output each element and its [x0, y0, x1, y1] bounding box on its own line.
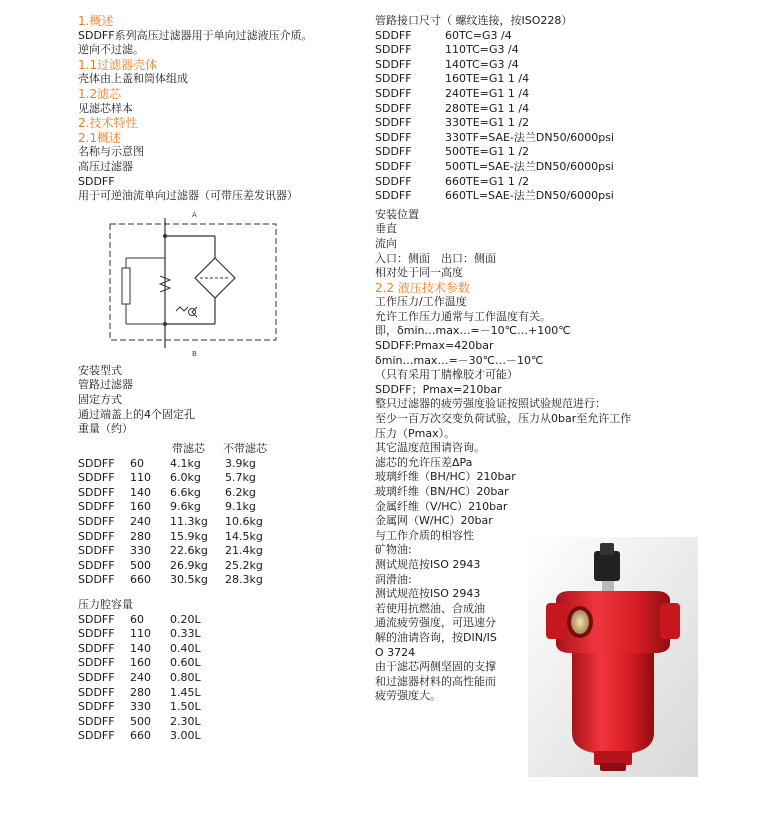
weight-with-element: 6.0kg	[170, 471, 201, 485]
connection-row	[375, 160, 695, 175]
red-filter-illustration	[528, 537, 698, 777]
volume-value: 0.80L	[170, 671, 201, 684]
weight-size: 660	[130, 573, 151, 587]
mesh-w-spec: 金属网（W/HC）20bar	[375, 514, 493, 528]
intro-line-2: 逆向不过滤。	[78, 43, 144, 57]
glass-bn-spec: 玻璃纤维（BN/HC）20bar	[375, 485, 509, 498]
port-b-label: B	[192, 349, 197, 358]
connection-model: SDDFF	[375, 189, 412, 203]
weight-table	[78, 457, 358, 588]
mounting-type-label: 安装型式	[78, 363, 122, 377]
check-valve-spring	[176, 307, 188, 311]
temp-range-1: 即，δmin…max…=－10℃…+100℃	[375, 324, 571, 338]
weight-header-with-element: 带滤芯	[172, 442, 205, 456]
weight-size: 160	[130, 500, 151, 514]
volume-row	[78, 686, 358, 701]
weight-without-element: 14.5kg	[225, 529, 263, 543]
weight-with-element: 22.6kg	[170, 544, 208, 558]
volume-size: 330	[130, 700, 151, 714]
weight-size: 330	[130, 544, 151, 558]
left-column	[78, 14, 358, 744]
connection-spec: 160TE=G1 1 /4	[445, 72, 530, 86]
connection-model: SDDFF	[375, 130, 412, 144]
connection-spec: 330TF=SAE-法兰DN50/6000psi	[445, 130, 615, 144]
weight-with-element: 26.9kg	[170, 558, 208, 572]
weight-header-without-element: 不带滤芯	[223, 442, 267, 456]
weight-table-header	[78, 437, 358, 457]
connection-row	[375, 58, 695, 73]
nbr-only-note: （只有采用丁腈橡胶才可能）	[375, 368, 518, 382]
volume-value: 1.50L	[170, 700, 201, 714]
section-heading-general: 2.1概述	[78, 130, 122, 145]
indicator-connector	[594, 551, 620, 581]
weight-without-element: 25.2kg	[225, 558, 263, 572]
weight-model: SDDFF	[78, 544, 115, 558]
connection-model: SDDFF	[375, 72, 412, 86]
weight-row	[78, 471, 358, 486]
weight-without-element: 28.3kg	[225, 573, 263, 587]
weight-model: SDDFF	[78, 573, 115, 587]
in-out-text: 入口：侧面 出口：侧面	[375, 251, 496, 265]
volume-row	[78, 715, 358, 730]
fatigue-text-1: 整只过滤器的疲劳强度验证按照试验规范进行：	[375, 397, 606, 411]
volume-title: 压力腔容量	[78, 598, 133, 612]
section-heading-overview: 1.概述	[78, 14, 114, 28]
hp-filter-label: 高压过滤器	[78, 159, 133, 173]
weight-model: SDDFF	[78, 529, 115, 543]
fire-resistant-4: O 3724	[375, 645, 416, 659]
volume-size: 60	[130, 612, 144, 626]
fire-resistant-1: 若使用抗燃油、合成油	[375, 601, 485, 615]
connection-row	[375, 29, 695, 44]
volume-row	[78, 729, 358, 744]
weight-row	[78, 559, 358, 574]
connection-spec: 330TE=G1 1 /2	[445, 116, 530, 130]
install-position-label: 安装位置	[375, 207, 419, 221]
volume-model: SDDFF	[78, 641, 115, 655]
weight-without-element: 10.6kg	[225, 515, 263, 529]
weight-row	[78, 544, 358, 559]
connection-row	[375, 87, 695, 102]
inlet-port	[571, 610, 589, 634]
temp-range-2: δmin…max…=－30℃…－10℃	[375, 353, 544, 367]
weight-size: 240	[130, 515, 151, 529]
volume-table	[78, 613, 358, 744]
volume-size: 660	[130, 729, 151, 743]
model-label: SDDFF	[78, 174, 115, 188]
volume-size: 280	[130, 685, 151, 699]
connection-table	[375, 29, 695, 204]
allowed-dp-label: 滤芯的允许压差ΔPa	[375, 455, 473, 469]
volume-row	[78, 700, 358, 715]
volume-row	[78, 627, 358, 642]
connection-spec: 500TE=G1 1 /2	[445, 145, 530, 159]
fatigue-text-2: 至少一百万次交变负荷试验，压力从0bar至允许工作	[375, 412, 632, 426]
metal-v-spec: 金属纤维（V/HC）210bar	[375, 499, 508, 513]
volume-row	[78, 642, 358, 657]
compat-label: 与工作介质的相容性	[375, 528, 474, 542]
volume-value: 0.40L	[170, 641, 201, 655]
section-heading-housing: 1.1过滤器壳体	[78, 57, 158, 72]
port-a-label: A	[192, 210, 197, 219]
iso-2943-a: 测试规范按ISO 2943	[375, 557, 481, 571]
weight-row	[78, 515, 358, 530]
volume-row	[78, 613, 358, 628]
weight-row	[78, 500, 358, 515]
connection-spec: 280TE=G1 1 /4	[445, 101, 530, 115]
volume-model: SDDFF	[78, 627, 115, 641]
weight-with-element: 4.1kg	[170, 456, 201, 470]
volume-model: SDDFF	[78, 656, 115, 670]
weight-with-element: 15.9kg	[170, 529, 208, 543]
volume-size: 240	[130, 671, 151, 684]
connection-spec: 140TC=G3 /4	[445, 57, 519, 71]
connection-row	[375, 175, 695, 190]
connection-spec: 60TC=G3 /4	[445, 28, 512, 42]
intro-line-1: SDDFF系列高压过滤器用于单向过滤液压介质。	[78, 28, 313, 42]
glass-bh-spec: 玻璃纤维（BH/HC）210bar	[375, 470, 516, 484]
product-photo	[528, 537, 698, 777]
weight-without-element: 5.7kg	[225, 471, 256, 485]
connection-model: SDDFF	[375, 116, 412, 130]
volume-model: SDDFF	[78, 685, 115, 699]
volume-value: 3.00L	[170, 729, 201, 743]
fixing-method-label: 固定方式	[78, 392, 122, 406]
volume-model: SDDFF	[78, 714, 115, 728]
connection-row	[375, 116, 695, 131]
connection-row	[375, 102, 695, 117]
connection-spec: 500TL=SAE-法兰DN50/6000psi	[445, 159, 614, 173]
connection-spec: 240TE=G1 1 /4	[445, 86, 530, 100]
section-heading-element: 1.2滤芯	[78, 86, 122, 101]
volume-size: 140	[130, 641, 151, 655]
connection-spec: 110TC=G3 /4	[445, 43, 519, 57]
connection-model: SDDFF	[375, 101, 412, 115]
weight-model: SDDFF	[78, 558, 115, 572]
pmax-210: SDDFF；Pmax=210bar	[375, 382, 502, 396]
connection-title: 管路接口尺寸（ 螺纹连接，按ISO228）	[375, 14, 573, 27]
hydraulic-schematic	[100, 208, 300, 358]
weight-row	[78, 486, 358, 501]
housing-boundary	[110, 224, 276, 340]
press-temp-label: 工作压力/工作温度	[375, 295, 467, 309]
weight-size: 140	[130, 485, 151, 499]
pressure-indicator-symbol	[122, 268, 130, 304]
vertical-label: 垂直	[375, 222, 397, 236]
weight-without-element: 3.9kg	[225, 456, 256, 470]
weight-size: 280	[130, 529, 151, 543]
volume-value: 1.45L	[170, 685, 201, 699]
weight-model: SDDFF	[78, 471, 115, 485]
press-temp-relation: 允许工作压力通常与工作温度有关。	[375, 309, 551, 323]
weight-size: 500	[130, 558, 151, 572]
iso-2943-b: 测试规范按ISO 2943	[375, 587, 481, 601]
weight-size: 60	[130, 456, 144, 470]
weight-with-element: 6.6kg	[170, 485, 201, 499]
flow-direction-label: 流向	[375, 236, 397, 250]
housing-text: 壳体由上盖和筒体组成	[78, 72, 188, 86]
connection-model: SDDFF	[375, 159, 412, 173]
volume-row	[78, 656, 358, 671]
schematic-diagram	[100, 208, 300, 358]
connection-model: SDDFF	[375, 86, 412, 100]
weight-with-element: 11.3kg	[170, 515, 208, 529]
weight-model: SDDFF	[78, 485, 115, 499]
weight-with-element: 9.6kg	[170, 500, 201, 514]
volume-model: SDDFF	[78, 700, 115, 714]
pmax-420: SDDFF:Pmax=420bar	[375, 339, 494, 353]
volume-size: 110	[130, 627, 151, 641]
connection-model: SDDFF	[375, 57, 412, 71]
connection-model: SDDFF	[375, 43, 412, 57]
volume-model: SDDFF	[78, 729, 115, 743]
connection-model: SDDFF	[375, 28, 412, 42]
connection-row	[375, 43, 695, 58]
connection-row	[375, 189, 695, 204]
strength-text-2: 和过滤器材料的高性能而	[375, 674, 496, 688]
connection-spec: 660TE=G1 1 /2	[445, 174, 530, 188]
connection-row	[375, 145, 695, 160]
connection-model: SDDFF	[375, 174, 412, 188]
volume-size: 160	[130, 656, 151, 670]
volume-value: 0.33L	[170, 627, 201, 641]
weight-without-element: 9.1kg	[225, 500, 256, 514]
connection-spec: 660TL=SAE-法兰DN50/6000psi	[445, 189, 614, 203]
connection-row	[375, 72, 695, 87]
filter-bowl	[572, 653, 654, 753]
weight-model: SDDFF	[78, 456, 115, 470]
element-text: 见滤芯样本	[78, 101, 133, 115]
fatigue-text-3: 压力（Pmax）。	[375, 426, 456, 440]
section-heading-hydraulic: 2.2 液压技术参数	[375, 280, 470, 295]
weight-row	[78, 530, 358, 545]
volume-row	[78, 671, 358, 686]
volume-size: 500	[130, 714, 151, 728]
fixing-detail-text: 通过端盖上的4个固定孔	[78, 407, 195, 421]
weight-size: 110	[130, 471, 151, 485]
connection-model: SDDFF	[375, 145, 412, 159]
mineral-oil-label: 矿物油:	[375, 543, 412, 557]
volume-value: 0.60L	[170, 656, 201, 670]
line-filter-label: 管路过滤器	[78, 378, 133, 392]
weight-title: 重量（约）	[78, 422, 133, 436]
other-temp-text: 其它温度范围请咨询。	[375, 441, 485, 455]
weight-model: SDDFF	[78, 515, 115, 529]
name-symbol-label: 名称与示意图	[78, 145, 144, 159]
weight-without-element: 6.2kg	[225, 485, 256, 499]
strength-text-1: 由于滤芯两侧坚固的支撑	[375, 660, 496, 674]
volume-model: SDDFF	[78, 671, 115, 684]
volume-model: SDDFF	[78, 612, 115, 626]
weight-row	[78, 457, 358, 472]
connection-row	[375, 131, 695, 146]
volume-value: 2.30L	[170, 714, 201, 728]
fire-resistant-3: 解的油请咨询，按DIN/IS	[375, 630, 497, 644]
weight-row	[78, 573, 358, 588]
weight-with-element: 30.5kg	[170, 573, 208, 587]
lube-oil-label: 润滑油:	[375, 572, 412, 586]
fire-resistant-2: 通流疲劳强度，可迅速分	[375, 616, 496, 630]
weight-without-element: 21.4kg	[225, 544, 263, 558]
strength-text-3: 疲劳强度大。	[375, 689, 441, 703]
section-heading-tech: 2.技术特性	[78, 116, 138, 131]
usage-text: 用于可逆油流单向过滤器（可带压差发讯器）	[78, 189, 298, 203]
weight-model: SDDFF	[78, 500, 115, 514]
same-height-text: 相对处于同一高度	[375, 266, 463, 280]
volume-value: 0.20L	[170, 612, 201, 626]
